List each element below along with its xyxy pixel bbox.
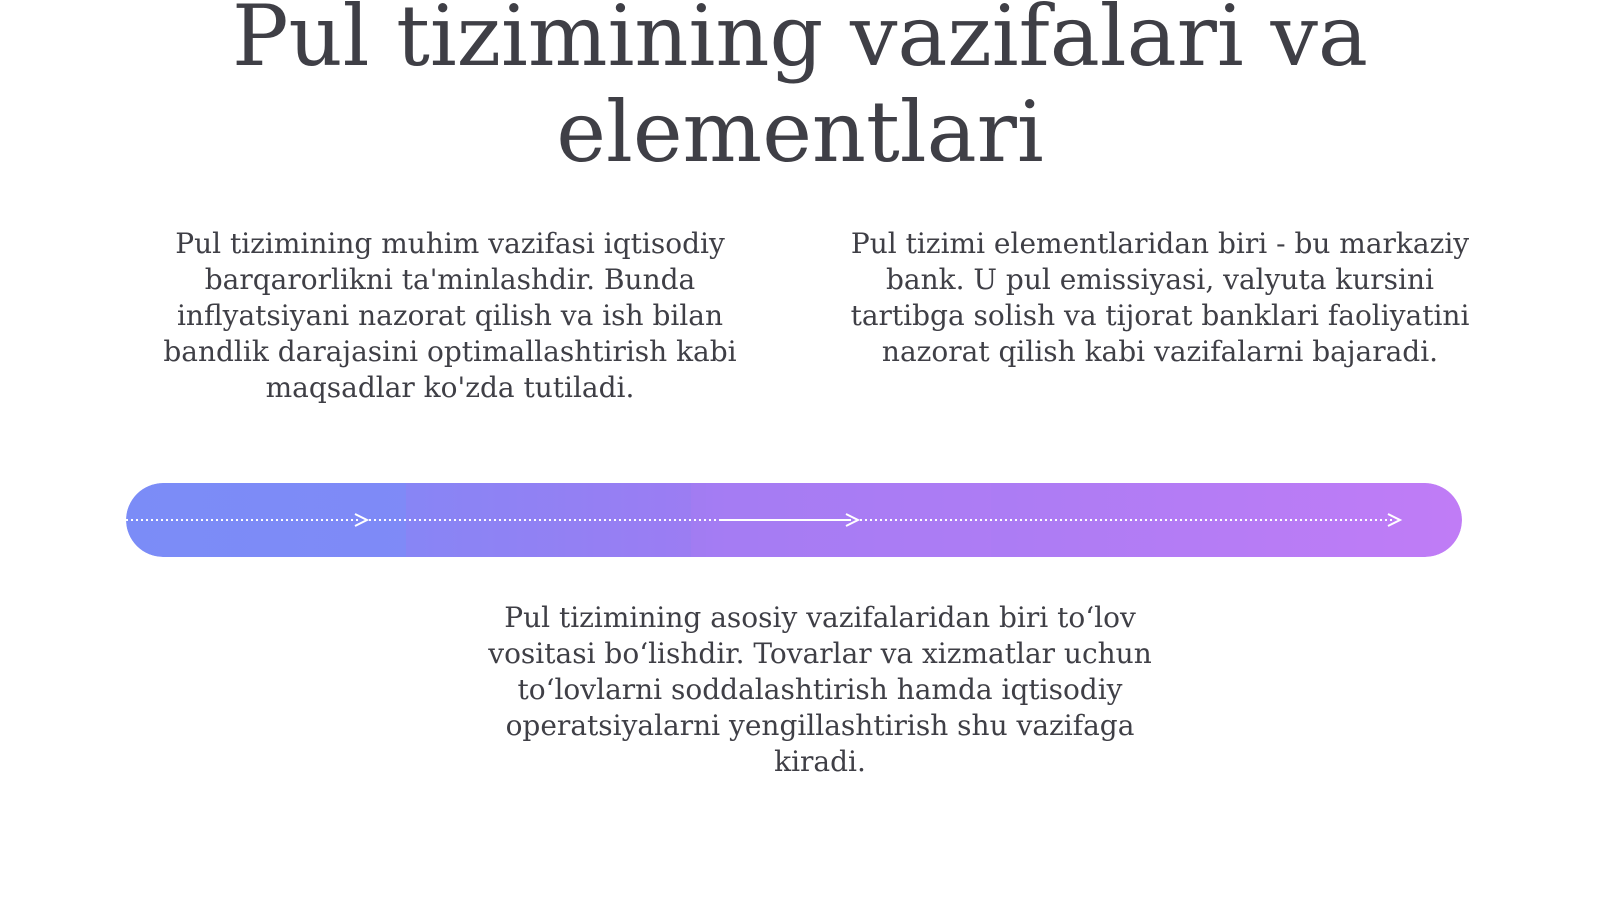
slide-title: Pul tizimining vazifalari va elementlari <box>231 0 1368 181</box>
text-block-bottom: Pul tizimining asosiy vazifalaridan biri to‘lov vositasi bo‘lishdir. Tovarlar va xizmatlar uchun to‘lovlarni soddalashtirish hamda iqtisodiy operatsiyalarni yengillashtirish shu vazifaga kiradi. <box>488 601 1152 778</box>
timeline-graphic <box>126 483 1462 557</box>
text-block-left: Pul tizimining muhim vazifasi iqtisodiy barqarorlikni ta'minlashdir. Bunda inflyatsiyani nazorat qilish va ish bilan bandlik darajasini optimallashtirish kabi maqsadlar ko'zda tutiladi. <box>163 227 737 404</box>
timeline-bar <box>126 483 1462 557</box>
text-block-right: Pul tizimi elementlaridan biri - bu markaziy bank. U pul emissiyasi, valyuta kursini tartibga solish va tijorat banklari faoliyatini nazorat qilish kabi vazifalarni bajaradi. <box>850 227 1470 368</box>
